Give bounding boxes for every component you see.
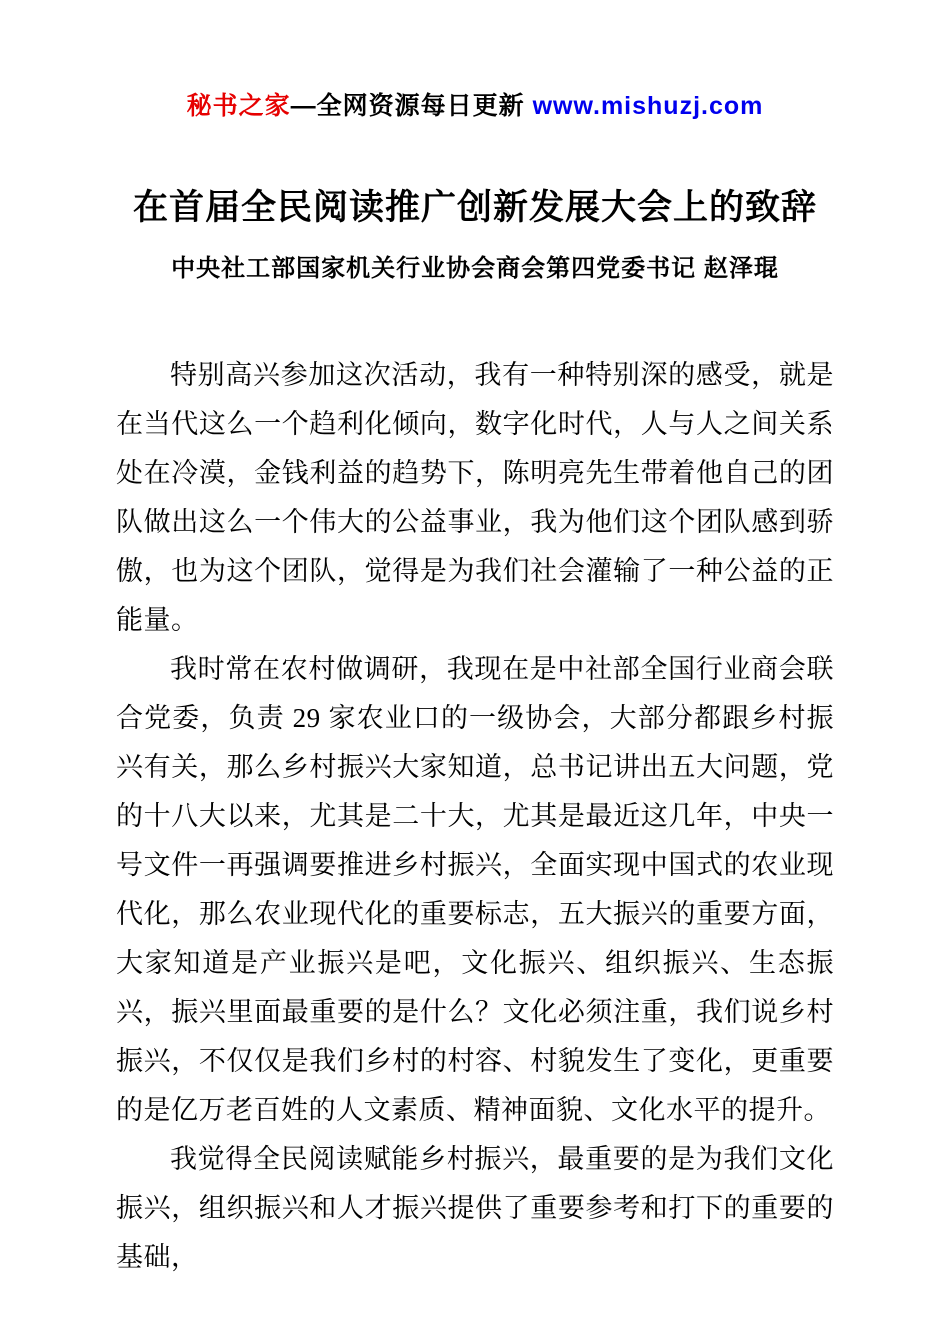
paragraph: 我时常在农村做调研，我现在是中社部全国行业商会联合党委，负责 29 家农业口的一级协会，大部分都跟乡村振兴有关，那么乡村振兴大家知道，总书记讲出五大问题，党的十八大以来，尤其是二十大，尤其是最近这几年，中央一号文件一再强调要推进乡村振兴，全面实现中国式的农业现代化，那么农业现代化的重要标志，五大振兴的重要方面，大家知道是产业振兴是吧，文化振兴、组织振兴、生态振兴，振兴里面最重要的是什么？文化必须注重，我们说乡村振兴，不仅仅是我们乡村的村容、村貌发生了变化，更重要的是亿万老百姓的人文素质、精神面貌、文化水平的提升。 bbox=[116, 654, 834, 1125]
document-body bbox=[116, 351, 834, 1282]
document-subtitle: 中央社工部国家机关行业协会商会第四党委书记 赵泽琨 bbox=[171, 255, 779, 282]
site-header bbox=[116, 86, 834, 122]
site-url-link[interactable]: www.mishuzj.com bbox=[532, 92, 764, 120]
paragraph: 我觉得全民阅读赋能乡村振兴，最重要的是为我们文化振兴，组织振兴和人才振兴提供了重要参考和打下的重要的基础， bbox=[116, 1144, 834, 1272]
paragraph: 特别高兴参加这次活动，我有一种特别深的感受，就是在当代这么一个趋利化倾向，数字化时代，人与人之间关系处在冷漠，金钱利益的趋势下，陈明亮先生带着他自己的团队做出这么一个伟大的公益事业，我为他们这个团队感到骄傲，也为这个团队，觉得是为我们社会灌输了一种公益的正能量。 bbox=[116, 360, 834, 635]
header-tagline: —全网资源每日更新 bbox=[290, 92, 533, 120]
document-title: 在首届全民阅读推广创新发展大会上的致辞 bbox=[132, 188, 817, 227]
brand-name: 秘书之家 bbox=[186, 93, 291, 120]
